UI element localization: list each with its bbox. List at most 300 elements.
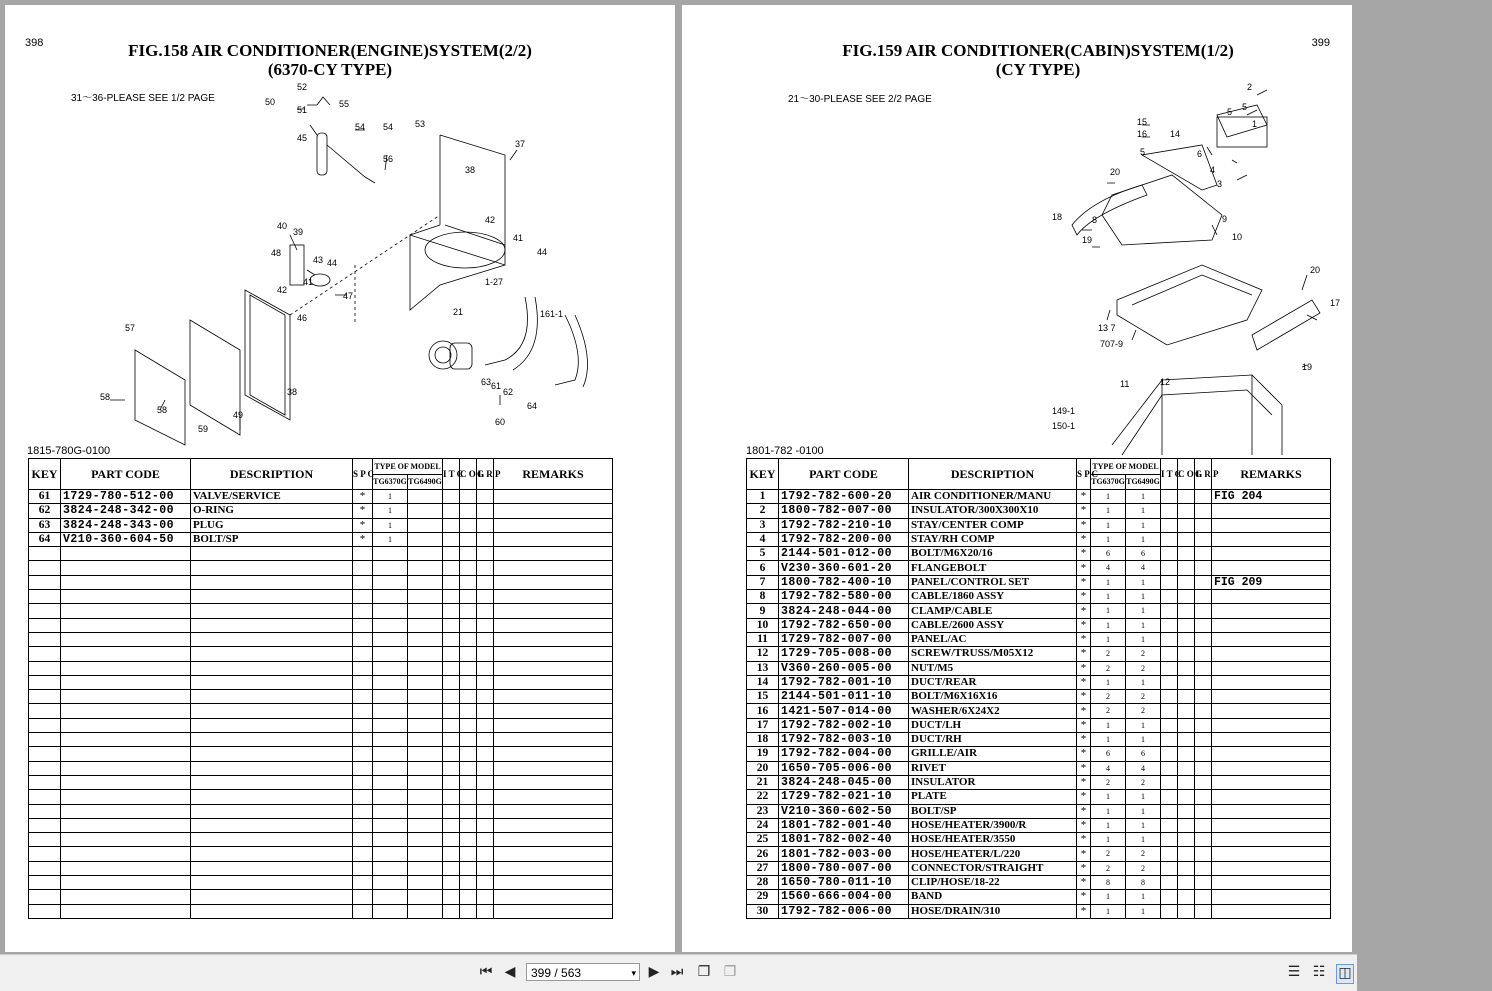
qty-model-1: 1 — [1091, 575, 1126, 589]
empty-cell — [460, 532, 477, 546]
part-description: CONNECTOR/STRAIGHT — [909, 861, 1077, 875]
col-key: KEY — [747, 459, 779, 490]
table-row — [29, 632, 613, 646]
empty-cell — [29, 561, 61, 575]
two-page-icon[interactable]: ◫ — [1336, 964, 1354, 984]
empty-cell — [408, 632, 443, 646]
empty-cell — [1178, 618, 1195, 632]
empty-cell — [477, 618, 494, 632]
empty-cell — [29, 590, 61, 604]
empty-cell — [443, 632, 460, 646]
empty-cell — [61, 618, 191, 632]
part-code: V360-260-005-00 — [779, 661, 909, 675]
empty-cell — [1178, 718, 1195, 732]
empty-cell — [443, 890, 460, 904]
part-description: HOSE/HEATER/3550 — [909, 833, 1077, 847]
empty-cell — [61, 547, 191, 561]
qty-model-2: 1 — [1126, 890, 1161, 904]
part-description: O-RING — [191, 504, 353, 518]
callout-label: 707-9 — [1100, 339, 1124, 349]
empty-cell — [1161, 604, 1178, 618]
spc-flag: * — [1077, 747, 1091, 761]
remarks — [1212, 790, 1331, 804]
empty-cell — [494, 747, 613, 761]
callout-label: 18 — [1052, 212, 1063, 222]
qty-model-2: 6 — [1126, 747, 1161, 761]
empty-cell — [494, 690, 613, 704]
table-row — [29, 590, 613, 604]
col-itc: I T C — [443, 459, 460, 490]
empty-cell — [1178, 876, 1195, 890]
table-row — [747, 561, 1331, 575]
empty-cell — [1161, 690, 1178, 704]
empty-cell — [1161, 575, 1178, 589]
qty-model-2: 1 — [1126, 804, 1161, 818]
empty-cell — [443, 775, 460, 789]
next-page-icon[interactable]: ▶ — [648, 965, 660, 980]
figure-title — [0, 41, 665, 79]
empty-cell — [61, 818, 191, 832]
empty-cell — [1178, 532, 1195, 546]
remarks — [1212, 590, 1331, 604]
part-code: 1801-782-001-40 — [779, 818, 909, 832]
qty-model-1: 4 — [1091, 761, 1126, 775]
table-row — [29, 490, 613, 504]
empty-cell — [443, 575, 460, 589]
empty-cell — [1161, 518, 1178, 532]
qty-model-1: 2 — [1091, 647, 1126, 661]
empty-cell — [460, 590, 477, 604]
right-page — [682, 5, 1352, 952]
table-row — [29, 804, 613, 818]
empty-cell — [460, 890, 477, 904]
empty-cell — [353, 575, 373, 589]
empty-cell — [443, 690, 460, 704]
table-row — [29, 775, 613, 789]
empty-cell — [1195, 804, 1212, 818]
callout-label: 44 — [327, 258, 338, 268]
col-model-2: TG6490G — [1126, 474, 1161, 490]
remarks: FIG 209 — [1212, 575, 1331, 589]
spc-flag: * — [1077, 647, 1091, 661]
table-row — [29, 618, 613, 632]
remarks — [494, 518, 613, 532]
spc-flag: * — [1077, 804, 1091, 818]
col-spc: S P C — [353, 459, 373, 490]
empty-cell — [29, 818, 61, 832]
empty-cell — [61, 790, 191, 804]
table-row — [747, 790, 1331, 804]
empty-cell — [191, 818, 353, 832]
part-description: BOLT/M6X20/16 — [909, 547, 1077, 561]
empty-cell — [373, 733, 408, 747]
empty-cell — [460, 575, 477, 589]
left-page — [5, 5, 675, 952]
qty-model-1: 1 — [373, 504, 408, 518]
empty-cell — [460, 675, 477, 689]
empty-cell — [477, 490, 494, 504]
part-description: NUT/M5 — [909, 661, 1077, 675]
callout-label: 54 — [383, 122, 394, 132]
chevron-down-icon[interactable]: ▾ — [631, 968, 636, 978]
empty-cell — [1195, 490, 1212, 504]
empty-cell — [494, 790, 613, 804]
empty-cell — [191, 833, 353, 847]
remarks — [1212, 561, 1331, 575]
empty-cell — [460, 661, 477, 675]
part-description: PLATE — [909, 790, 1077, 804]
table-row — [29, 790, 613, 804]
qty-model-2: 1 — [1126, 790, 1161, 804]
empty-cell — [408, 561, 443, 575]
empty-cell — [353, 675, 373, 689]
empty-cell — [61, 804, 191, 818]
callout-label: 149-1 — [1052, 406, 1076, 416]
col-spc: S P C — [1077, 459, 1091, 490]
empty-cell — [191, 790, 353, 804]
empty-cell — [1195, 690, 1212, 704]
col-description: DESCRIPTION — [191, 459, 353, 490]
empty-cell — [1178, 775, 1195, 789]
col-remarks: REMARKS — [1212, 459, 1331, 490]
table-row — [747, 775, 1331, 789]
empty-cell — [460, 632, 477, 646]
table-row — [29, 718, 613, 732]
empty-cell — [373, 604, 408, 618]
spc-flag: * — [1077, 847, 1091, 861]
empty-cell — [408, 775, 443, 789]
part-code: 3824-248-343-00 — [61, 518, 191, 532]
empty-cell — [494, 890, 613, 904]
callout-label: 3 — [1217, 179, 1223, 189]
part-description: RIVET — [909, 761, 1077, 775]
table-row — [747, 761, 1331, 775]
continuous-icon[interactable]: ☷ — [1312, 965, 1326, 980]
empty-cell — [1161, 647, 1178, 661]
part-code: 1421-507-014-00 — [779, 704, 909, 718]
part-code: 1792-782-001-10 — [779, 675, 909, 689]
empty-cell — [29, 575, 61, 589]
empty-cell — [1178, 518, 1195, 532]
empty-cell — [443, 733, 460, 747]
empty-cell — [353, 632, 373, 646]
table-row — [29, 876, 613, 890]
callout-label: 38 — [465, 165, 476, 175]
empty-cell — [1178, 675, 1195, 689]
empty-cell — [1195, 504, 1212, 518]
empty-cell — [29, 704, 61, 718]
empty-cell — [494, 675, 613, 689]
remarks — [1212, 632, 1331, 646]
callout-label: 20 — [1110, 167, 1121, 177]
figure-title — [703, 41, 1373, 79]
part-key: 18 — [747, 733, 779, 747]
part-code: 1792-782-580-00 — [779, 590, 909, 604]
table-row — [29, 647, 613, 661]
empty-cell — [460, 690, 477, 704]
remarks — [1212, 504, 1331, 518]
part-description: PLUG — [191, 518, 353, 532]
empty-cell — [443, 675, 460, 689]
spc-flag: * — [1077, 590, 1091, 604]
part-description: SCREW/TRUSS/M05X12 — [909, 647, 1077, 661]
table-row — [747, 632, 1331, 646]
empty-cell — [460, 818, 477, 832]
empty-cell — [191, 718, 353, 732]
empty-cell — [460, 504, 477, 518]
callout-label: 10 — [1232, 232, 1243, 242]
part-description: HOSE/HEATER/L/220 — [909, 847, 1077, 861]
callout-label: 52 — [297, 82, 308, 92]
part-description: DUCT/RH — [909, 733, 1077, 747]
empty-cell — [373, 804, 408, 818]
last-page-icon[interactable]: ⏭ — [670, 965, 684, 980]
empty-cell — [408, 704, 443, 718]
table-row — [747, 618, 1331, 632]
empty-cell — [1178, 561, 1195, 575]
empty-cell — [460, 861, 477, 875]
spc-flag: * — [353, 518, 373, 532]
table-row — [747, 547, 1331, 561]
spc-flag: * — [1077, 675, 1091, 689]
empty-cell — [191, 675, 353, 689]
empty-cell — [353, 590, 373, 604]
title-line-2: (CY TYPE) — [995, 60, 1081, 79]
empty-cell — [1178, 647, 1195, 661]
part-code: 1729-780-512-00 — [61, 490, 191, 504]
empty-cell — [408, 847, 443, 861]
remarks — [1212, 733, 1331, 747]
col-model-1: TG6370G — [1091, 474, 1126, 490]
exploded-diagram — [912, 75, 1492, 455]
table-row — [29, 847, 613, 861]
empty-cell — [1178, 861, 1195, 875]
empty-cell — [1161, 890, 1178, 904]
empty-cell — [61, 647, 191, 661]
empty-cell — [1161, 861, 1178, 875]
empty-cell — [1195, 890, 1212, 904]
empty-cell — [191, 847, 353, 861]
empty-cell — [1178, 704, 1195, 718]
part-key: 14 — [747, 675, 779, 689]
empty-cell — [1161, 632, 1178, 646]
part-code: 1729-782-007-00 — [779, 632, 909, 646]
callout-label: 55 — [339, 99, 350, 109]
col-part-code: PART CODE — [61, 459, 191, 490]
empty-cell — [353, 733, 373, 747]
empty-cell — [29, 675, 61, 689]
empty-cell — [494, 718, 613, 732]
page-number-field[interactable] — [526, 963, 640, 981]
empty-cell — [477, 690, 494, 704]
empty-cell — [191, 604, 353, 618]
title-line-1: FIG.159 AIR CONDITIONER(CABIN)SYSTEM(1/2) — [842, 41, 1234, 60]
table-row — [29, 504, 613, 518]
part-description: BAND — [909, 890, 1077, 904]
empty-cell — [373, 747, 408, 761]
qty-model-2: 1 — [1126, 833, 1161, 847]
table-row — [747, 575, 1331, 589]
callout-label: 51 — [297, 105, 308, 115]
qty-model-1: 1 — [1091, 618, 1126, 632]
part-key: 4 — [747, 532, 779, 546]
part-key: 17 — [747, 718, 779, 732]
callout-label: 64 — [527, 401, 538, 411]
empty-cell — [1195, 775, 1212, 789]
callout-label: 150-1 — [1052, 421, 1076, 431]
table-row — [747, 818, 1331, 832]
remarks — [1212, 604, 1331, 618]
empty-cell — [460, 876, 477, 890]
remarks — [1212, 718, 1331, 732]
part-key: 12 — [747, 647, 779, 661]
qty-model-1: 1 — [1091, 604, 1126, 618]
part-key: 30 — [747, 904, 779, 918]
empty-cell — [191, 561, 353, 575]
qty-model-1: 1 — [1091, 904, 1126, 918]
part-key: 16 — [747, 704, 779, 718]
qty-model-2: 1 — [1126, 818, 1161, 832]
part-description: HOSE/DRAIN/310 — [909, 904, 1077, 918]
table-row — [29, 861, 613, 875]
col-col: C O L — [1178, 459, 1195, 490]
qty-model-2: 1 — [1126, 504, 1161, 518]
part-description: GRILLE/AIR — [909, 747, 1077, 761]
empty-cell — [373, 847, 408, 861]
part-code: 1801-782-002-40 — [779, 833, 909, 847]
empty-cell — [460, 775, 477, 789]
callout-label: 4 — [1210, 165, 1216, 175]
empty-cell — [191, 861, 353, 875]
empty-cell — [460, 761, 477, 775]
empty-cell — [477, 504, 494, 518]
qty-model-1: 2 — [1091, 661, 1126, 675]
part-key: 63 — [29, 518, 61, 532]
col-type-of-model: TYPE OF MODEL — [373, 459, 443, 475]
empty-cell — [1195, 718, 1212, 732]
qty-model-1: 1 — [373, 518, 408, 532]
empty-cell — [443, 604, 460, 618]
empty-cell — [477, 704, 494, 718]
empty-cell — [1178, 690, 1195, 704]
empty-cell — [443, 590, 460, 604]
empty-cell — [191, 661, 353, 675]
see-note: 31～36-PLEASE SEE 1/2 PAGE — [71, 93, 215, 104]
empty-cell — [373, 790, 408, 804]
remarks — [1212, 876, 1331, 890]
empty-cell — [353, 904, 373, 918]
empty-cell — [191, 690, 353, 704]
remarks — [1212, 547, 1331, 561]
empty-cell — [460, 518, 477, 532]
empty-cell — [408, 590, 443, 604]
remarks — [494, 504, 613, 518]
remarks — [1212, 647, 1331, 661]
spc-flag: * — [1077, 790, 1091, 804]
part-code: 2144-501-012-00 — [779, 547, 909, 561]
table-row — [29, 575, 613, 589]
callout-label: 12 — [1160, 377, 1171, 387]
part-key: 10 — [747, 618, 779, 632]
empty-cell — [460, 733, 477, 747]
empty-cell — [1195, 561, 1212, 575]
empty-cell — [477, 775, 494, 789]
part-key: 28 — [747, 876, 779, 890]
empty-cell — [29, 861, 61, 875]
part-key: 20 — [747, 761, 779, 775]
callout-label: 20 — [1310, 265, 1321, 275]
empty-cell — [61, 632, 191, 646]
empty-cell — [373, 547, 408, 561]
empty-cell — [460, 790, 477, 804]
spc-flag: * — [353, 532, 373, 546]
empty-cell — [408, 547, 443, 561]
table-row — [747, 704, 1331, 718]
part-description: FLANGEBOLT — [909, 561, 1077, 575]
first-page-icon[interactable]: ⏮ — [479, 965, 493, 980]
callout-label: 60 — [495, 417, 506, 427]
table-row — [747, 904, 1331, 918]
qty-model-1: 1 — [1091, 804, 1126, 818]
part-key: 26 — [747, 847, 779, 861]
remarks — [1212, 661, 1331, 675]
empty-cell — [408, 733, 443, 747]
fit-page-icon[interactable]: ❐ — [697, 965, 711, 980]
empty-cell — [408, 647, 443, 661]
callout-label: 43 — [313, 255, 324, 265]
empty-cell — [191, 761, 353, 775]
empty-cell — [353, 647, 373, 661]
qty-model-2: 8 — [1126, 876, 1161, 890]
empty-cell — [29, 718, 61, 732]
qty-model-2: 1 — [1126, 575, 1161, 589]
empty-cell — [408, 790, 443, 804]
empty-cell — [443, 504, 460, 518]
callout-label: 56 — [383, 154, 394, 164]
empty-cell — [29, 647, 61, 661]
callout-label: 21 — [453, 307, 464, 317]
empty-cell — [477, 790, 494, 804]
empty-cell — [1195, 847, 1212, 861]
table-row — [29, 761, 613, 775]
empty-cell — [373, 890, 408, 904]
empty-cell — [373, 861, 408, 875]
single-page-icon[interactable]: ☰ — [1287, 965, 1301, 980]
empty-cell — [191, 632, 353, 646]
empty-cell — [477, 847, 494, 861]
empty-cell — [477, 532, 494, 546]
qty-model-2: 2 — [1126, 775, 1161, 789]
empty-cell — [61, 904, 191, 918]
empty-cell — [29, 847, 61, 861]
empty-cell — [494, 618, 613, 632]
col-description: DESCRIPTION — [909, 459, 1077, 490]
prev-page-icon[interactable]: ◀ — [504, 965, 516, 980]
qty-model-2: 2 — [1126, 704, 1161, 718]
part-code: 1792-782-200-00 — [779, 532, 909, 546]
empty-cell — [1178, 790, 1195, 804]
fit-width-icon[interactable]: ❐ — [723, 965, 737, 980]
remarks — [1212, 747, 1331, 761]
qty-model-1: 1 — [1091, 490, 1126, 504]
empty-cell — [443, 647, 460, 661]
part-key: 19 — [747, 747, 779, 761]
empty-cell — [408, 876, 443, 890]
callout-label: 62 — [503, 387, 514, 397]
empty-cell — [1178, 547, 1195, 561]
page-number: 399 — [1311, 37, 1330, 49]
empty-cell — [373, 675, 408, 689]
